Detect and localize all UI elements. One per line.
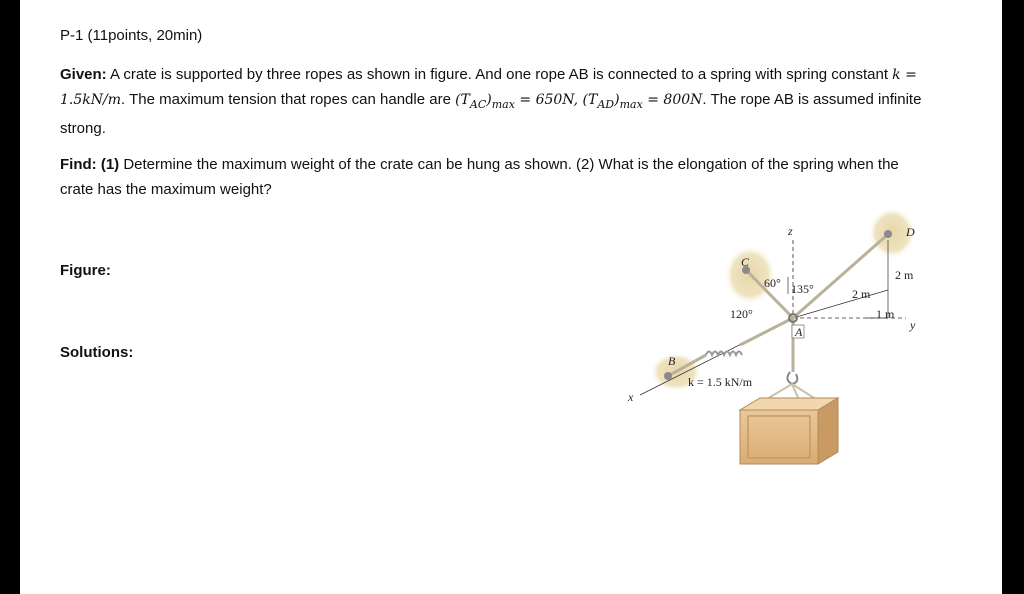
given-text-2: . The maximum tension that ropes can handle are: [121, 90, 451, 108]
angle-120-label: 120°: [730, 307, 753, 321]
given-text-1: A crate is supported by three ropes as shown in figure. And one rope AB is connected to a spring with spring constant: [110, 66, 888, 83]
tac-expr: $(T_{AC})_{max} = 650N$,: [455, 91, 583, 111]
anchor-d: [884, 230, 892, 238]
dim-2m-vertical-label: 2 m: [895, 268, 914, 282]
anchor-b: [664, 372, 672, 380]
spring-constant-expr: k = 1.5kN/m: [60, 67, 917, 108]
solutions-label: Solutions:: [60, 344, 134, 361]
find-label: Find: (1): [60, 156, 120, 173]
find-text: Determine the maximum weight of the crate can be hung as shown. (2) What is the elongation of the spring when the crate has the maximum weight?: [60, 156, 899, 198]
angle-60-label: 60°: [764, 276, 781, 290]
hook: [787, 372, 797, 384]
given-label: Given:: [60, 66, 107, 83]
label-b: B: [668, 354, 676, 368]
label-z: z: [788, 224, 793, 238]
problem-title: P-1 (11points, 20min): [60, 27, 203, 44]
rope-ab: [740, 318, 793, 345]
dim-1m-label: 1 m: [876, 307, 895, 321]
figure-label: Figure:: [60, 262, 111, 279]
crate-side: [818, 398, 838, 464]
label-y: y: [910, 318, 916, 332]
angle-135-label: 135°: [791, 282, 814, 296]
rope-ad: [793, 236, 886, 318]
dim-2m-horizontal-label: 2 m: [852, 287, 871, 301]
label-a: A: [795, 325, 803, 339]
given-text-3: . The rope AB is assumed infinite strong.: [60, 90, 922, 137]
label-c: C: [741, 255, 750, 269]
spring-coil: [706, 352, 742, 356]
tad-expr: $(T_{AD})_{max} = 800N$: [582, 91, 703, 111]
spring-label: k = 1.5 kN/m: [688, 375, 753, 389]
crate-front: [740, 410, 818, 464]
label-d: D: [906, 225, 915, 239]
label-x: x: [628, 390, 634, 404]
